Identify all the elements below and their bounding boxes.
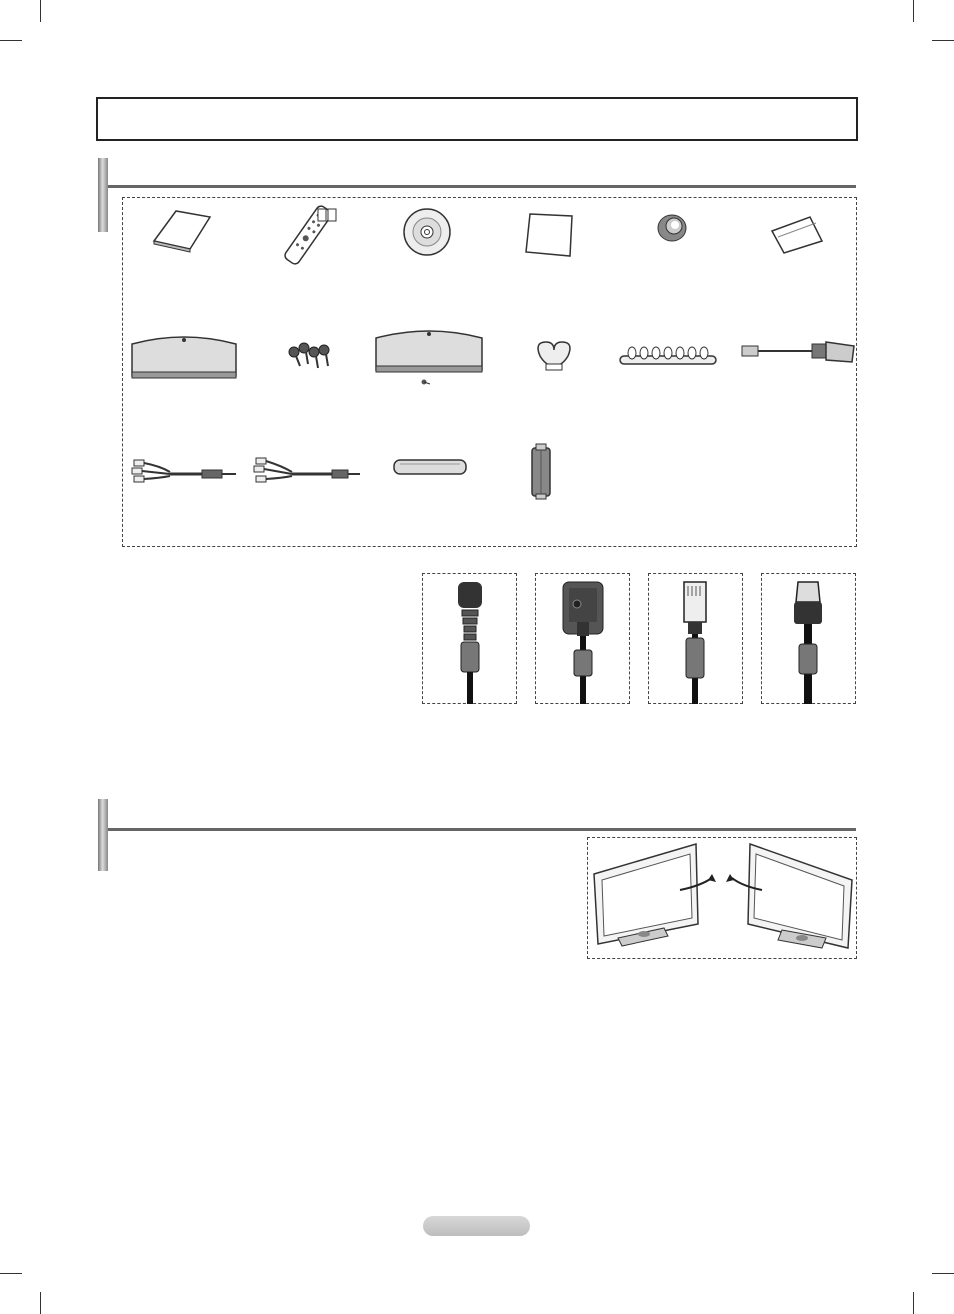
av-cable-icon bbox=[130, 456, 240, 490]
crop-mark bbox=[913, 1292, 914, 1314]
crop-mark bbox=[932, 40, 954, 41]
crop-mark bbox=[40, 1292, 41, 1314]
section-rule-swivel bbox=[108, 828, 856, 831]
hdmi-cable-icon bbox=[790, 578, 826, 704]
power-cord-icon bbox=[452, 580, 488, 704]
scart-cable-icon bbox=[740, 340, 856, 366]
ferrite-ring-icon bbox=[654, 210, 690, 244]
ferrite-core-icon bbox=[528, 442, 554, 500]
cleaning-cloth-icon bbox=[524, 210, 576, 258]
crop-mark bbox=[932, 1273, 954, 1274]
adapter-cable-icon bbox=[561, 578, 605, 704]
section-marker-swivel bbox=[98, 799, 108, 871]
stand-cover-screw-icon bbox=[374, 326, 484, 390]
cable-tie-icon bbox=[618, 342, 718, 368]
page-title-box bbox=[96, 97, 858, 141]
cable-holder-icon bbox=[534, 338, 574, 372]
tv-swivel-icon bbox=[592, 842, 854, 954]
warranty-card-icon bbox=[770, 213, 826, 255]
crop-mark bbox=[913, 0, 914, 22]
crop-mark bbox=[0, 40, 22, 41]
crop-mark bbox=[40, 0, 41, 22]
page-number-badge bbox=[423, 1216, 530, 1236]
remote-control-icon bbox=[278, 205, 340, 267]
section-marker-accessories bbox=[98, 158, 108, 232]
cd-disc-icon bbox=[402, 207, 452, 257]
cover-bottom-icon bbox=[390, 456, 470, 480]
crop-mark bbox=[0, 1273, 22, 1274]
screws-icon bbox=[286, 340, 334, 372]
manual-icon bbox=[150, 207, 214, 253]
stand-cover-icon bbox=[128, 332, 240, 382]
component-cable-icon bbox=[252, 456, 362, 490]
lan-cable-icon bbox=[678, 578, 714, 704]
section-rule-accessories bbox=[108, 185, 856, 188]
